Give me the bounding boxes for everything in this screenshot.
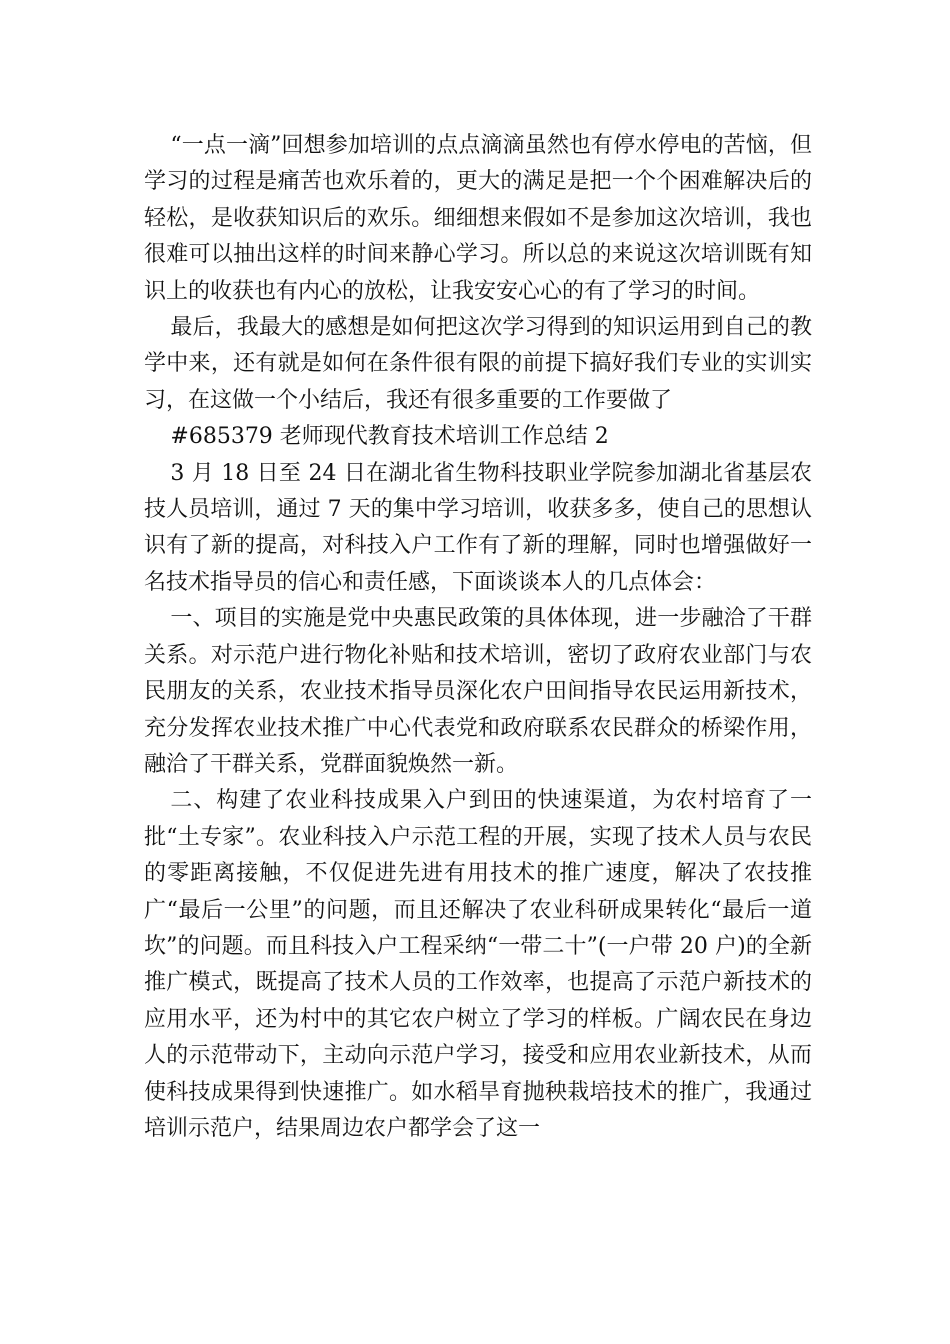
paragraph-conclusion: 最后，我最大的感想是如何把这次学习得到的知识运用到自己的教学中来，还有就是如何在条件很有限的前提下搞好我们专业的实训实习，在这做一个小结后，我还有很多重要的工作要做了 — [144, 315, 812, 413]
paragraph-recollection: “一点一滴”回想参加培训的点点滴滴虽然也有停水停电的苦恼，但学习的过程是痛苦也欢乐着的，更大的满足是把一个个困难解决后的轻松，是收获知识后的欢乐。细细想来假如不是参加这次培训，我也很难可以抽出这样的时间来静心学习。所以总的来说这次培训既有知识上的收获也有内心的放松，让我安安心心的有了学习的时间。 — [144, 133, 812, 304]
paragraph-training-intro: 3 月 18 日至 24 日在湖北省生物科技职业学院参加湖北省基层农技人员培训，通过 7 天的集中学习培训，收获多多，使自己的思想认识有了新的提高，对科技入户工作有了新的理解，同时也增强做好一名技术指导员的信心和责任感，下面谈谈本人的几点体会： — [144, 460, 812, 595]
paragraph-point-one: 一、项目的实施是党中央惠民政策的具体体现，进一步融洽了干群关系。对示范户进行物化补贴和技术培训，密切了政府农业部门与农民朋友的关系，农业技术指导员深化农户田间指导农民运用新技术，充分发挥农业技术推广中心代表党和政府联系农民群众的桥梁作用，融洽了干群关系，党群面貌焕然一新。 — [144, 606, 812, 777]
section-heading: #685379 老师现代教育技术培训工作总结 2 — [170, 424, 609, 450]
paragraph-point-two: 二、构建了农业科技成果入户到田的快速渠道，为农村培育了一批“土专家”。农业科技入户示范工程的开展，实现了技术人员与农民的零距离接触，不仅促进先进有用技术的推广速度，解决了农技推广“最后一公里”的问题，而且还解决了农业科研成果转化“最后一道坎”的问题。而且科技入户工程采纳“一带二十”(一户带 20 户)的全新推广模式，既提高了技术人员的工作效率，也提高了示范户新技术的应用水平，还为村中的其它农户树立了学习的样板。广阔农民在身边人的示范带动下，主动向示范户学习，接受和应用农业新技术，从而使科技成果得到快速推广。如水稻旱育抛秧栽培技术的推广，我通过培训示范户，结果周边农户都学会了这一 — [144, 788, 812, 1141]
document-page — [144, 128, 812, 1147]
